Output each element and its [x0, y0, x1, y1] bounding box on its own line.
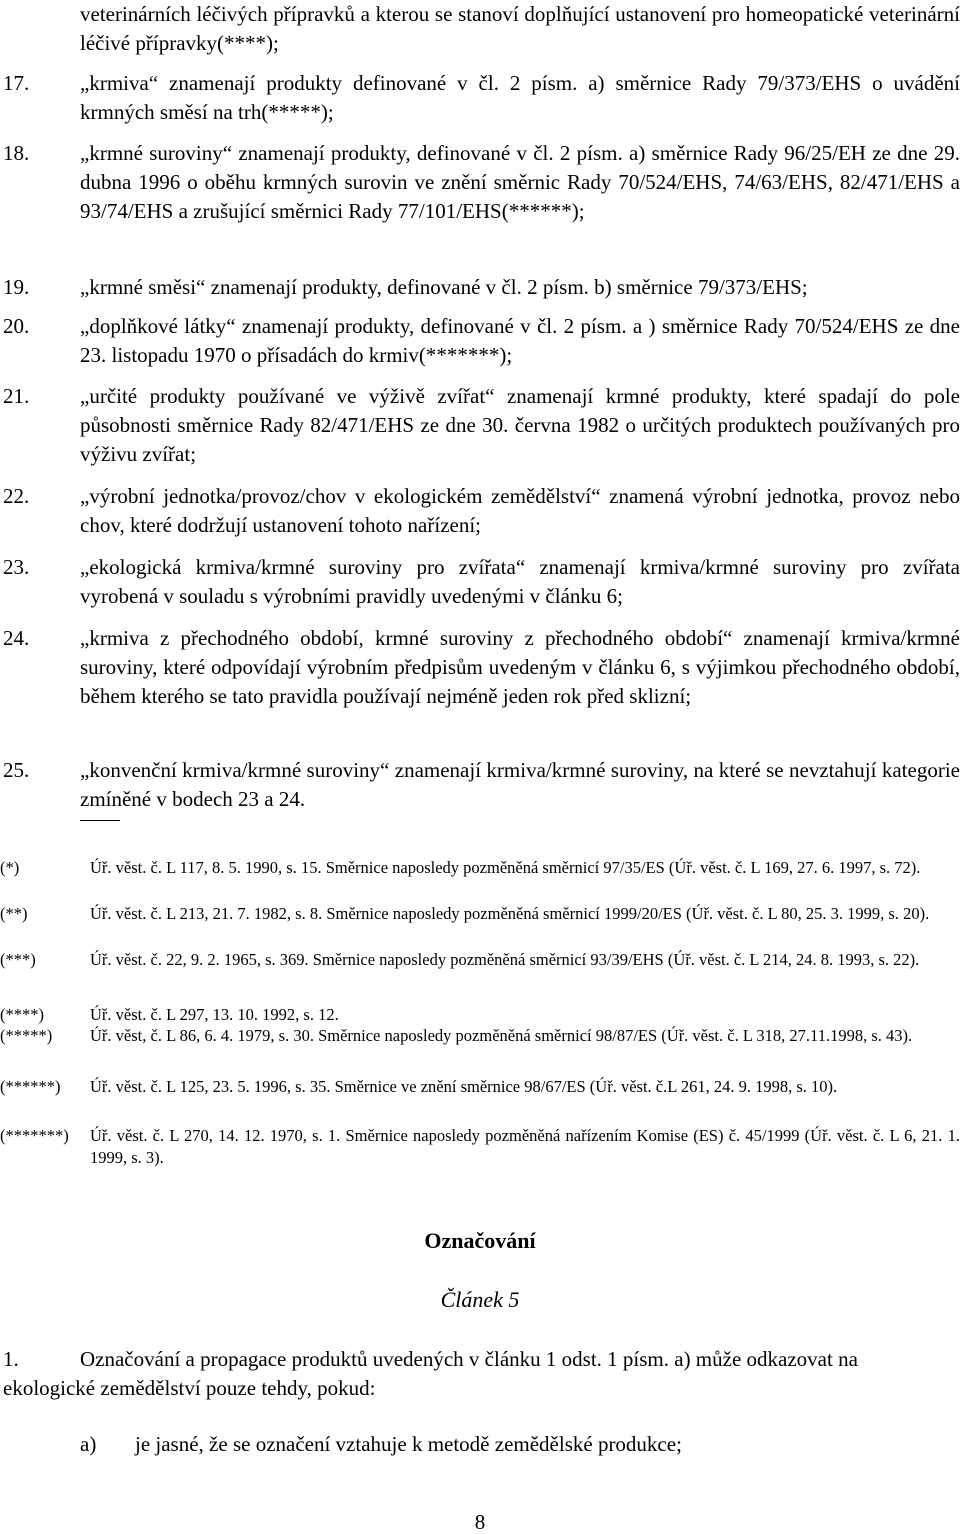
definition-number: 21. — [3, 384, 30, 408]
definition-number: 23. — [3, 555, 30, 579]
footnote-text: Úř. věst. č. L 297, 13. 10. 1992, s. 12. — [90, 1005, 339, 1024]
footnote-text: Úř. věst, č. L 86, 6. 4. 1979, s. 30. Směrnice naposledy pozměněná směrnicí 98/87/ES (Úř. věst. č. L 318, 27.11.1998, s. 43). — [90, 1026, 913, 1045]
definition-text: „krmiva z přechodného období, krmné suroviny z přechodného období“ znamenají krmiva/krmné suroviny, které odpovídají výrobním předpisům uvedeným v článku 6, s výjimkou přechodného období, během kterého se tato pravidla používají nejméně jeden rok před sklizní; — [80, 626, 960, 708]
definition-text: „určité produkty používané ve výživě zvířat“ znamenají krmné produkty, které spadají do pole působnosti směrnice Rady 82/471/EHS ze dne 30. června 1982 o určitých produktech používaných pro výživu zvířat; — [80, 384, 960, 466]
paragraph-text: Označování a propagace produktů uvedených v článku 1 odst. 1 písm. a) může odkazovat na ekologické zemědělství pouze tehdy, pokud: — [3, 1347, 858, 1400]
footnote-text: Úř. věst. č. L 125, 23. 5. 1996, s. 35. Směrnice ve znění směrnice 98/67/ES (Úř. věst. č.L 261, 24. 9. 1998, s. 10). — [90, 1077, 838, 1096]
footnote-mark: (******) — [0, 1077, 61, 1096]
definition-number: 19. — [3, 275, 30, 299]
footnote-mark: (*****) — [0, 1026, 53, 1045]
article-heading: Článek 5 — [440, 1287, 520, 1312]
definition-number: 22. — [3, 484, 30, 508]
definition-text: „krmné směsi“ znamenají produkty, definované v čl. 2 písm. b) směrnice 79/373/EHS; — [80, 275, 808, 299]
paragraph-number: 1. — [3, 1347, 19, 1371]
definition-number: 18. — [3, 141, 30, 165]
definition-text: „krmné suroviny“ znamenají produkty, definované v čl. 2 písm. a) směrnice Rady 96/25/EH ze dne 29. dubna 1996 o oběhu krmných surovin ve znění směrnic Rady 70/524/EHS, 74/63/EHS, 82/471/EHS a 93/74/EHS a zrušující směrnici Rady 77/101/EHS(******); — [80, 141, 960, 223]
footnote-text: Úř. věst. č. 22, 9. 2. 1965, s. 369. Směrnice naposledy pozměněná směrnicí 93/39/EHS (Úř. věst. č. L 214, 24. 8. 1993, s. 22). — [90, 950, 920, 969]
definition-number: 24. — [3, 626, 30, 650]
section-heading: Označování — [424, 1228, 536, 1253]
footnote-text: Úř. věst. č. L 213, 21. 7. 1982, s. 8. Směrnice naposledy pozměněná směrnicí 1999/20/ES (Úř. věst. č. L 80, 25. 3. 1999, s. 20). — [90, 904, 930, 923]
definition-text: „ekologická krmiva/krmné suroviny pro zvířata“ znamenají krmiva/krmné suroviny pro zvířata vyrobená v souladu s výrobními pravidly uvedenými v článku 6; — [80, 555, 960, 608]
article-paragraph-1 — [3, 1345, 955, 1403]
footnote-text: Úř. věst. č. L 117, 8. 5. 1990, s. 15. Směrnice naposledy pozměněná směrnicí 97/35/ES (Úř. věst. č. L 169, 27. 6. 1997, s. 72). — [90, 858, 921, 877]
definition-text: veterinárních léčivých přípravků a kterou se stanoví doplňující ustanovení pro homeopatické veterinární léčivé přípravky(****); — [80, 2, 960, 55]
footnote-mark: (***) — [0, 950, 36, 969]
sub-item-mark: a) — [80, 1432, 97, 1456]
footnote-text: Úř. věst. č. L 270, 14. 12. 1970, s. 1. Směrnice naposledy pozměněná nařízením Komise (ES) č. 45/1999 (Úř. věst. č. L 6, 21. 1. 1999, s. 3). — [90, 1126, 960, 1167]
definition-text: „výrobní jednotka/provoz/chov v ekologickém zemědělství“ znamená výrobní jednotka, provoz nebo chov, které dodržují ustanovení tohoto nařízení; — [80, 484, 960, 537]
definition-number: 17. — [3, 71, 30, 95]
footnote-mark: (**) — [0, 904, 28, 923]
definition-number: 20. — [3, 314, 30, 338]
footnote-mark: (****) — [0, 1005, 44, 1024]
footnote-mark: (*******) — [0, 1126, 69, 1145]
definition-text: „konvenční krmiva/krmné suroviny“ znamenají krmiva/krmné suroviny, na které se nevztahují kategorie zmíněné v bodech 23 a 24. — [80, 758, 960, 811]
footnote-separator — [80, 820, 120, 821]
definition-number: 25. — [3, 758, 30, 782]
footnote-mark: (*) — [0, 858, 20, 877]
page-number: 8 — [474, 1510, 486, 1534]
definition-text: „krmiva“ znamenají produkty definované v čl. 2 písm. a) směrnice Rady 79/373/EHS o uvádění krmných směsí na trh(*****); — [80, 71, 960, 124]
sub-item-text: je jasné, že se označení vztahuje k metodě zemědělské produkce; — [135, 1432, 682, 1456]
definition-text: „doplňkové látky“ znamenají produkty, definované v čl. 2 písm. a ) směrnice Rady 70/524/EHS ze dne 23. listopadu 1970 o přísadách do krmiv(*******); — [80, 314, 960, 367]
